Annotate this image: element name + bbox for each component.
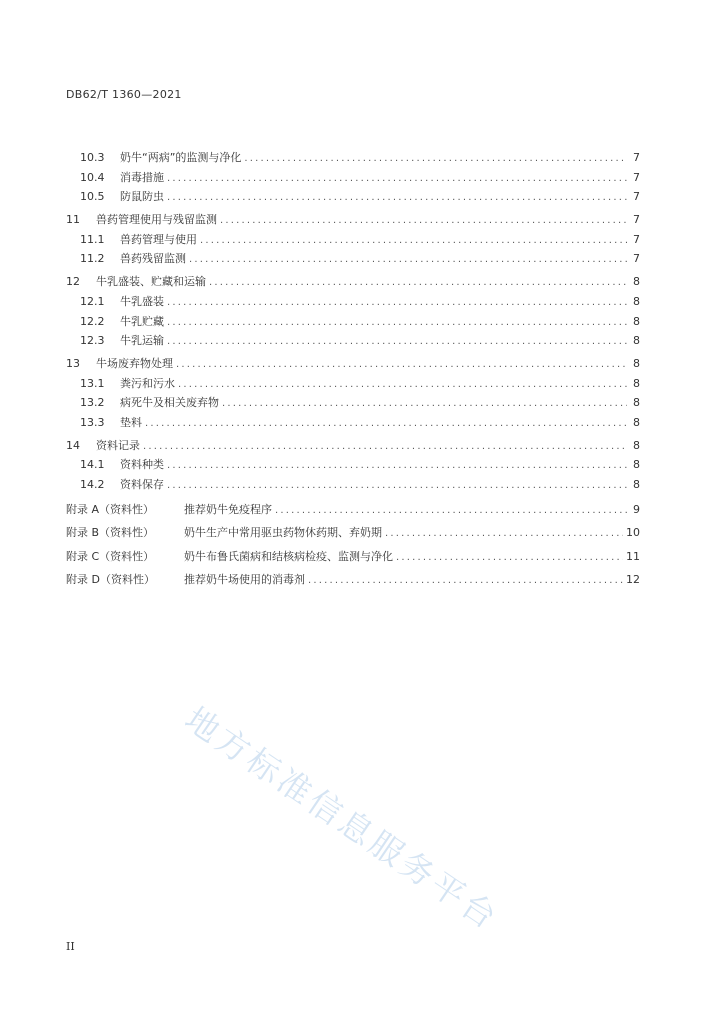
toc-entry-page: 8 <box>633 275 640 289</box>
toc-entry-page: 8 <box>633 376 640 390</box>
toc-entry-number: 10.4 <box>80 170 105 184</box>
toc-entry-number: 13 <box>66 356 80 370</box>
toc-leader-dots <box>167 293 627 313</box>
toc-entry-title: 粪污和污水 <box>120 376 175 390</box>
toc-entry-page: 8 <box>633 314 640 328</box>
toc-entry-title: 牛乳盛装 <box>120 294 164 308</box>
toc-entry[interactable] <box>66 436 640 456</box>
toc-leader-dots <box>176 355 627 375</box>
toc-entry-number: 12 <box>66 275 80 289</box>
toc-appendix-entry[interactable] <box>66 521 640 545</box>
toc-entry-title: 兽药残留监测 <box>120 252 186 266</box>
toc-entry-title: 奶牛“两病”的监测与净化 <box>120 151 242 164</box>
toc-entry-title: 病死牛及相关废弃物 <box>120 396 219 410</box>
toc-entry-number: 12.3 <box>80 334 105 348</box>
toc-entry-title: 兽药管理使用与残留监测 <box>96 213 217 227</box>
toc-leader-dots <box>167 313 627 333</box>
toc-entry-number: 附录 D（资料性） <box>66 573 155 587</box>
toc-entry-page: 9 <box>633 502 640 516</box>
toc-entry-title: 牛乳贮藏 <box>120 314 164 328</box>
toc-entry[interactable] <box>66 249 640 269</box>
toc-leader-dots <box>209 273 627 293</box>
toc-entry[interactable] <box>66 455 640 475</box>
toc-entry-page: 7 <box>633 252 640 266</box>
toc-entry-title: 资料记录 <box>96 438 140 452</box>
toc-entry-number: 13.1 <box>80 376 105 390</box>
toc-entry-title: 兽药管理与使用 <box>120 232 197 246</box>
toc-entry-title: 推荐奶牛场使用的消毒剂 <box>184 573 305 587</box>
toc-entry[interactable] <box>66 292 640 312</box>
toc-entry-number: 11.2 <box>80 252 105 266</box>
toc-entry-number: 12.1 <box>80 294 105 308</box>
watermark-text: 地方标准信息服务平台 <box>177 698 507 939</box>
toc-entry-page: 7 <box>633 151 640 164</box>
toc-entry[interactable] <box>66 331 640 351</box>
toc-entry-number: 13.3 <box>80 415 105 429</box>
toc-entry-title: 牛场废弃物处理 <box>96 356 173 370</box>
toc-leader-dots <box>244 149 627 169</box>
toc-leader-dots <box>145 414 627 434</box>
toc-appendix-entry[interactable] <box>66 498 640 522</box>
toc-entry-number: 12.2 <box>80 314 105 328</box>
toc-leader-dots <box>222 394 627 414</box>
toc-leader-dots <box>167 188 627 208</box>
toc-entry-page: 8 <box>633 356 640 370</box>
toc-leader-dots <box>275 499 627 523</box>
toc-entry-title: 防鼠防虫 <box>120 190 164 204</box>
toc-leader-dots <box>178 375 627 395</box>
toc-entry[interactable] <box>66 413 640 433</box>
toc-leader-dots <box>220 211 627 231</box>
toc-leader-dots <box>189 250 627 270</box>
toc-entry-title: 牛乳盛装、贮藏和运输 <box>96 275 206 289</box>
toc-entry-number: 14.2 <box>80 478 105 491</box>
toc-entry[interactable] <box>66 272 640 292</box>
document-number: DB62/T 1360—2021 <box>66 88 182 101</box>
toc-entry-title: 消毒措施 <box>120 170 164 184</box>
toc-entry-number: 11 <box>66 213 80 227</box>
toc-leader-dots <box>200 231 627 251</box>
toc-leader-dots <box>308 569 623 593</box>
toc-entry-page: 11 <box>626 549 640 563</box>
toc-entry-page: 12 <box>626 573 640 587</box>
toc-entry-page: 8 <box>633 478 640 491</box>
toc-entry-page: 7 <box>633 170 640 184</box>
toc-leader-dots <box>396 546 623 570</box>
toc-entry[interactable] <box>66 312 640 332</box>
toc-entry-title: 垫料 <box>120 415 142 429</box>
toc-entry-page: 8 <box>633 396 640 410</box>
toc-entry-page: 8 <box>633 415 640 429</box>
toc-entry[interactable] <box>66 148 640 168</box>
toc-entry[interactable] <box>66 187 640 207</box>
toc-leader-dots <box>143 437 627 457</box>
toc-entry[interactable] <box>66 393 640 413</box>
toc-entry-title: 奶牛布鲁氏菌病和结核病检疫、监测与净化 <box>184 549 393 563</box>
toc-entry-number: 附录 C（资料性） <box>66 549 155 563</box>
toc-entry-page: 7 <box>633 190 640 204</box>
toc-entry-number: 14.1 <box>80 458 105 472</box>
toc-entry-page: 8 <box>633 334 640 348</box>
toc-leader-dots <box>167 332 627 352</box>
toc-entry-page: 10 <box>626 526 640 540</box>
toc-entry-number: 附录 B（资料性） <box>66 526 155 540</box>
toc-entry-number: 13.2 <box>80 396 105 410</box>
toc-entry[interactable] <box>66 230 640 250</box>
toc-leader-dots <box>167 476 627 496</box>
toc-appendix-entry[interactable] <box>66 545 640 569</box>
table-of-contents <box>66 148 640 592</box>
toc-appendix-entry[interactable] <box>66 568 640 592</box>
toc-entry-page: 7 <box>633 232 640 246</box>
toc-entry-title: 奶牛生产中常用驱虫药物休药期、弃奶期 <box>184 526 382 540</box>
toc-entry-number: 附录 A（资料性） <box>66 502 155 516</box>
toc-entry-page: 8 <box>633 458 640 472</box>
toc-entry[interactable] <box>66 354 640 374</box>
toc-entry-title: 推荐奶牛免疫程序 <box>184 502 272 516</box>
toc-entry[interactable] <box>66 168 640 188</box>
page-number: II <box>66 940 75 953</box>
toc-entry-page: 8 <box>633 438 640 452</box>
toc-entry-title: 牛乳运输 <box>120 334 164 348</box>
toc-entry-number: 11.1 <box>80 232 105 246</box>
toc-leader-dots <box>385 522 623 546</box>
toc-entry[interactable] <box>66 475 640 495</box>
toc-entry-page: 7 <box>633 213 640 227</box>
toc-leader-dots <box>167 456 627 476</box>
toc-entry-number: 14 <box>66 438 80 452</box>
toc-entry-number: 10.3 <box>80 151 105 164</box>
toc-entry-number: 10.5 <box>80 190 105 204</box>
toc-entry-title: 资料保存 <box>120 478 164 491</box>
toc-entry[interactable] <box>66 374 640 394</box>
toc-entry[interactable] <box>66 210 640 230</box>
toc-entry-title: 资料种类 <box>120 458 164 472</box>
toc-entry-page: 8 <box>633 294 640 308</box>
toc-leader-dots <box>167 169 627 189</box>
